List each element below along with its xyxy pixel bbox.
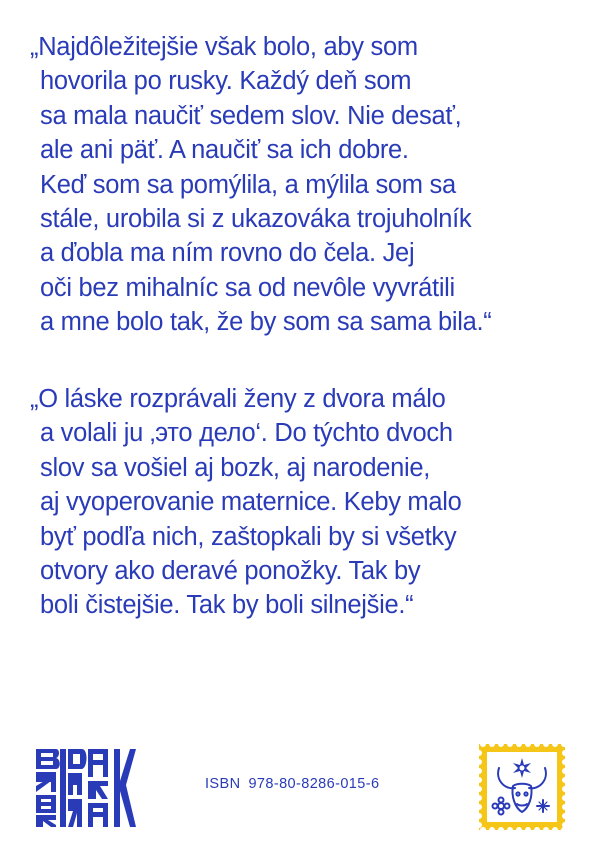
quote-line: aj vyoperovanie maternice. Keby malo — [40, 488, 462, 517]
isbn-label: ISBN — [205, 776, 241, 792]
quote-line: otvory ako deravé ponožky. Tak by — [40, 557, 421, 586]
quote-line: boli čistejšie. Tak by boli silnejšie.“ — [40, 591, 414, 620]
publisher-logo — [34, 747, 140, 827]
quote-line: a volali ju ‚это дело‘. Do týchto dvoch — [40, 419, 453, 448]
quote-line: sa mala naučiť sedem slov. Nie desať, — [40, 101, 462, 130]
quote-line: a ďobla ma ním rovno do čela. Jej — [40, 239, 415, 268]
quote-line: „Najdôležitejšie však bolo, aby som — [30, 33, 418, 61]
quote-line: ale ani päť. A naučiť sa ich dobre. — [40, 136, 409, 165]
quote-line: slov sa vošiel aj bozk, aj narodenie, — [40, 453, 431, 482]
isbn-number: 978-80-8286-015-6 — [248, 776, 380, 792]
quote-line: byť podľa nich, zaštopkali by si všetky — [40, 522, 457, 551]
quote-line: a mne bolo tak, že by som sa sama bila.“ — [40, 308, 492, 337]
quote-line: stále, urobila si z ukazováka trojuholník — [40, 205, 472, 234]
quote-line: „O láske rozprávali ženy z dvora málo — [30, 385, 446, 413]
quote-first — [30, 30, 590, 340]
quote-line: Keď som sa pomýlila, a mýlila som sa — [40, 170, 456, 199]
quote-second — [30, 382, 590, 623]
quote-line: oči bez mihalníc sa od nevôle vyvrátili — [40, 273, 455, 302]
quote-line: hovorila po rusky. Každý deň som — [40, 67, 412, 96]
isbn-block — [205, 776, 379, 792]
ornamental-stamp-icon — [479, 744, 565, 830]
